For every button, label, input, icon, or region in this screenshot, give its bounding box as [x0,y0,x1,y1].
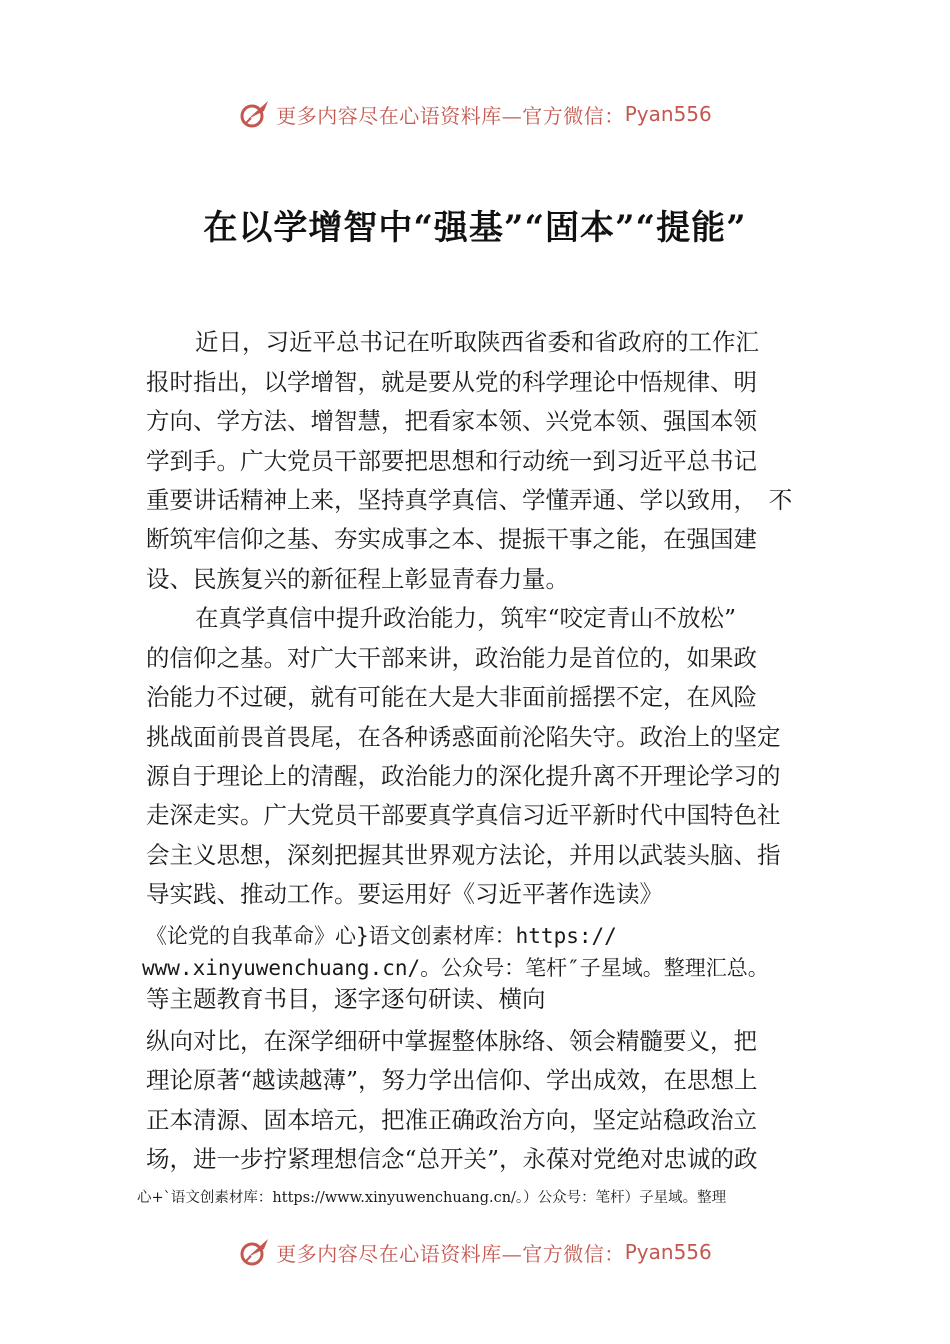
body-line: 挑战面前畏首畏尾，在各种诱惑面前沦陷失守。政治上的坚定 [146,723,781,751]
footer-watermark-banner [0,1230,950,1274]
body-line: 会主义思想，深刻把握其世界观方法论，并用以武装头脑、指 [146,841,781,869]
body-line: 理论原著“越读越薄”，努力学出信仰、学出成效，在思想上 [146,1066,758,1094]
footer-banner-text: 更多内容尽在心语资料库—官方微信： [276,1241,625,1266]
body-line: 等主题教育书目，逐字逐句研读、横向 [146,985,546,1013]
body-line: 设、民族复兴的新征程上彰显青春力量。 [146,565,569,593]
quill-logo-icon [238,97,272,131]
body-line: 方向、学方法、增智慧，把看家本领、兴党本领、强国本领 [146,407,757,435]
body-line: 在真学真信中提升政治能力，筑牢“咬定青山不放松” [195,604,737,632]
body-line: 正本清源、固本培元，把准正确政治方向，坚定站稳政治立 [146,1106,757,1134]
body-line: 断筑牢信仰之基、夯实成事之本、提振干事之能，在强国建 [146,525,757,553]
page-footnote: 心+`语文创素材库：https://www.xinyuwenchuang.cn/。）公众号：笔杆）子星域。整理 [137,1190,727,1206]
body-line: 近日，习近平总书记在听取陕西省委和省政府的工作汇 [195,328,759,356]
body-line-embedded-ad: 《论党的自我革命》心}语文创素材库：https:// [146,924,617,948]
body-line: 源自于理论上的清醒，政治能力的深化提升离不开理论学习的 [146,762,781,790]
body-line: 场，进一步拧紧理想信念“总开关”，永葆对党绝对忠诚的政 [146,1145,758,1173]
header-wechat-id: Pyan556 [624,102,712,126]
footer-wechat-id: Pyan556 [624,1240,712,1264]
document-title: 在以学增智中“强基”“固本”“提能” [203,208,747,248]
body-line: 治能力不过硬，就有可能在大是大非面前摇摆不定，在风险 [146,683,757,711]
header-banner-text: 更多内容尽在心语资料库—官方微信： [276,103,625,128]
body-line: 导实践、推动工作。要运用好《习近平著作选读》 [146,880,663,908]
body-line: 的信仰之基。对广大干部来讲，政治能力是首位的，如果政 [146,644,757,672]
body-line: 重要讲话精神上来，坚持真学真信、学懂弄通、学以致用， 不 [146,486,793,514]
header-watermark-banner [0,92,950,136]
quill-logo-icon [238,1235,272,1269]
body-line: 学到手。广大党员干部要把思想和行动统一到习近平总书记 [146,447,757,475]
body-line: 纵向对比，在深学细研中掌握整体脉络、领会精髓要义，把 [146,1027,757,1055]
body-line-embedded-ad: www.xinyuwenchuang.cn/。公众号：笔杆″子星域。整理汇总。 [142,956,769,980]
body-line: 报时指出，以学增智，就是要从党的科学理论中悟规律、明 [146,368,757,396]
body-line: 走深走实。广大党员干部要真学真信习近平新时代中国特色社 [146,801,781,829]
